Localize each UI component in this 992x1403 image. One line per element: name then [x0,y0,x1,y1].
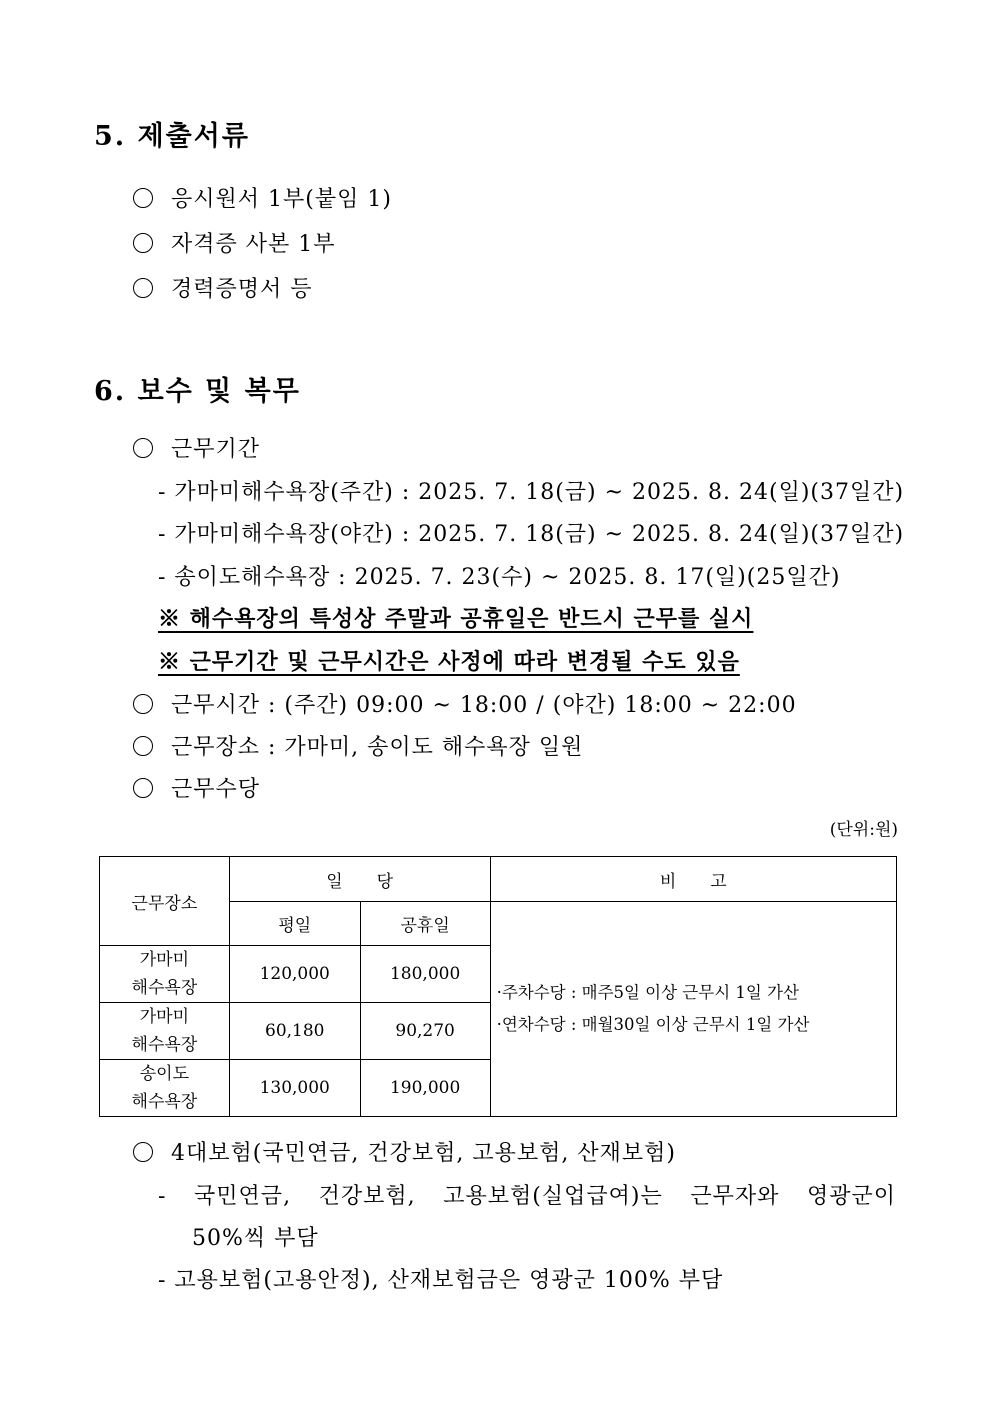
list-item: 응시원서 1부(붙임 1) [133,182,392,213]
circle-bullet-icon [133,736,153,756]
period-label: 근무기간 [133,432,260,463]
circle-bullet-icon [133,278,153,298]
change-note: ※ 근무기간 및 근무시간은 사정에 따라 변경될 수도 있음 [158,649,740,675]
row-weekday: 120,000 [229,946,360,1003]
period-detail: - 가마미해수욕장(야간) : 2025. 7. 18(금) ~ 2025. 8. 24(일)(37일간) [158,522,905,547]
remarks-line: ·연차수당 : 매월30일 이상 근무시 1일 가산 [496,1015,810,1034]
remarks-cell [490,902,896,1117]
header-daily: 일 당 [229,857,490,902]
insurance-detail: - 고용보험(고용안정), 산재보험금은 영광군 100% 부담 [158,1268,724,1293]
circle-bullet-icon [133,188,153,208]
allowance-table [99,856,897,1117]
circle-bullet-icon [133,233,153,253]
place-item: 근무장소 : 가마미, 송이도 해수욕장 일원 [133,730,583,761]
insurance-item: 4대보험(국민연금, 건강보험, 고용보험, 산재보험) [133,1136,676,1167]
row-holiday: 180,000 [360,946,490,1003]
list-item: 경력증명서 등 [133,272,313,303]
circle-bullet-icon [133,778,153,798]
row-holiday: 90,270 [360,1003,490,1060]
insurance-detail: - 국민연금, 건강보험, 고용보험(실업급여)는 근무자와 영광군이 [158,1184,896,1209]
header-place: 근무장소 [100,857,230,946]
weekend-note: ※ 해수욕장의 특성상 주말과 공휴일은 반드시 근무를 실시 [158,606,754,632]
period-detail: - 가마미해수욕장(주간) : 2025. 7. 18(금) ~ 2025. 8. 24(일)(37일간) [158,480,905,505]
insurance-detail-cont: 50%씩 부담 [192,1226,319,1251]
hours-item: 근무시간 : (주간) 09:00 ~ 18:00 / (야간) 18:00 ~ 22:00 [133,688,797,719]
circle-bullet-icon [133,1142,153,1162]
header-weekday: 평일 [229,902,360,946]
row-weekday: 130,000 [229,1060,360,1117]
row-weekday: 60,180 [229,1003,360,1060]
unit-label: (단위:원) [829,820,898,840]
table-header-row [100,857,897,902]
section6-title: 6. 보수 및 복무 [94,376,301,407]
row-holiday: 190,000 [360,1060,490,1117]
circle-bullet-icon [133,694,153,714]
row-place: 송이도 해수욕장 [100,1060,230,1117]
header-remarks: 비 고 [490,857,896,902]
row-place: 가마미 해수욕장 [100,946,230,1003]
remarks-line: ·주차수당 : 매주5일 이상 근무시 1일 가산 [496,983,799,1002]
header-holiday: 공휴일 [360,902,490,946]
section5-title: 5. 제출서류 [94,121,250,152]
list-item: 자격증 사본 1부 [133,227,336,258]
circle-bullet-icon [133,438,153,458]
period-detail: - 송이도해수욕장 : 2025. 7. 23(수) ~ 2025. 8. 17(일)(25일간) [158,565,841,590]
allowance-item: 근무수당 [133,772,260,803]
row-place: 가마미 해수욕장 [100,1003,230,1060]
